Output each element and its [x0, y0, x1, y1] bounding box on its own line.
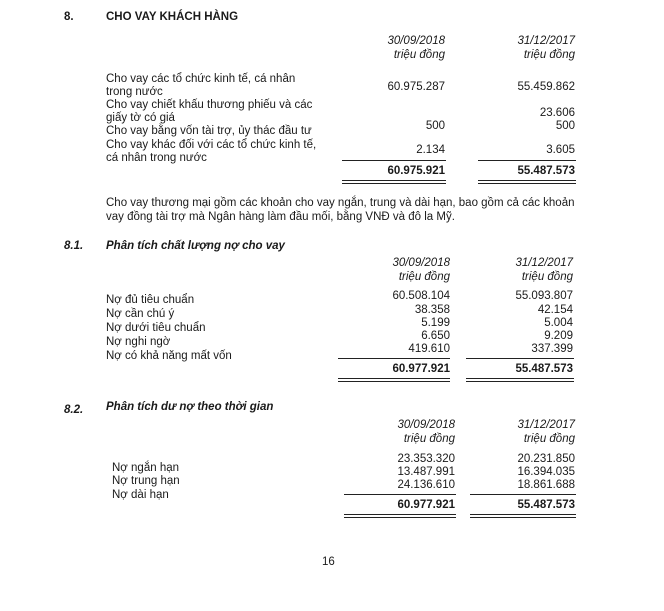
- page-number: 16: [322, 556, 335, 568]
- note-paragraph-cont: vay đồng tài trợ mà Ngân hàng làm đầu mối, bằng VNĐ và đô la Mỹ.: [106, 211, 455, 223]
- table-row-label: Cho vay chiết khấu thương phiếu và các: [106, 99, 313, 111]
- column-unit: triệu đồng: [523, 49, 575, 61]
- column-unit: triệu đồng: [403, 433, 455, 445]
- table-total: 60.977.921: [397, 499, 455, 511]
- subsection-title: Phân tích dư nợ theo thời gian: [106, 401, 274, 413]
- subsection-number: 8.1.: [64, 240, 84, 252]
- table-total: 55.487.573: [517, 499, 575, 511]
- table-cell: 55.093.807: [515, 290, 573, 302]
- subtotal-rule: [342, 160, 446, 161]
- table-cell: 500: [555, 120, 575, 132]
- table-row-label-cont: cá nhân trong nước: [106, 152, 207, 164]
- column-header-2017: [460, 34, 575, 62]
- table-row-label-cont: giấy tờ có giá: [106, 112, 175, 124]
- subtotal-rule: [338, 358, 450, 359]
- column-unit: triệu đồng: [393, 49, 445, 61]
- table-cell: 3.605: [546, 144, 575, 156]
- section-title: CHO VAY KHÁCH HÀNG: [106, 11, 239, 23]
- table-total: 55.487.573: [517, 165, 575, 177]
- table-cell: 2.134: [416, 144, 445, 156]
- column-date: 30/09/2018: [397, 419, 455, 431]
- total-double-rule: [344, 514, 456, 518]
- table-row-label: Nợ dài hạn: [112, 489, 169, 501]
- table-total: 60.975.921: [387, 165, 445, 177]
- column-header-2017: [460, 418, 575, 446]
- total-double-rule: [478, 180, 576, 184]
- table-cell: 500: [425, 120, 445, 132]
- subtotal-rule: [466, 358, 574, 359]
- table-cell: 419.610: [408, 343, 450, 355]
- table-row-label: Cho vay các tổ chức kinh tế, cá nhân: [106, 73, 296, 85]
- subtotal-rule: [478, 160, 576, 161]
- table-total: 55.487.573: [515, 363, 573, 375]
- column-header-2018: [330, 34, 445, 62]
- table-row-label-cont: trong nước: [106, 86, 163, 98]
- table-cell: 5.199: [421, 317, 450, 329]
- table-cell: 24.136.610: [397, 479, 455, 491]
- table-cell: 16.394.035: [517, 466, 575, 478]
- column-date: 31/12/2017: [515, 257, 573, 269]
- table-row-label: Nợ đủ tiêu chuẩn: [106, 294, 195, 306]
- total-double-rule: [342, 180, 446, 184]
- column-header-2018: [340, 418, 455, 446]
- column-date: 31/12/2017: [517, 35, 575, 47]
- table-cell: 5.004: [544, 317, 573, 329]
- total-double-rule: [470, 514, 576, 518]
- column-date: 30/09/2018: [392, 257, 450, 269]
- table-cell: 60.975.287: [387, 81, 445, 93]
- table-row-label: Nợ dưới tiêu chuẩn: [106, 322, 206, 334]
- table-row-label: Nợ nghi ngờ: [106, 336, 171, 348]
- table-cell: 20.231.850: [517, 453, 575, 465]
- table-cell: 6.650: [421, 330, 450, 342]
- table-row-label: Cho vay khác đối với các tổ chức kinh tế,: [106, 139, 317, 151]
- table-cell: 13.487.991: [397, 466, 455, 478]
- table-cell: 60.508.104: [392, 290, 450, 302]
- column-header-2017: [458, 256, 573, 284]
- table-row-label: Nợ trung hạn: [112, 475, 180, 487]
- section-number: 8.: [64, 11, 74, 23]
- table-row-label: Nợ ngắn hạn: [112, 462, 180, 474]
- column-unit: triệu đồng: [398, 271, 450, 283]
- table-cell: 337.399: [531, 343, 573, 355]
- column-header-2018: [335, 256, 450, 284]
- column-date: 31/12/2017: [517, 419, 575, 431]
- total-double-rule: [338, 378, 450, 382]
- column-unit: triệu đồng: [521, 271, 573, 283]
- table-row-label: Cho vay bằng vốn tài trợ, ủy thác đầu tư: [106, 125, 312, 137]
- table-cell: 38.358: [414, 304, 450, 316]
- table-cell: 9.209: [544, 330, 573, 342]
- note-paragraph: Cho vay thương mại gồm các khoản cho vay ngắn, trung và dài hạn, bao gồm cả các khoản: [106, 197, 575, 209]
- table-cell: 23.606: [539, 107, 575, 119]
- table-total: 60.977.921: [392, 363, 450, 375]
- table-row-label: Nợ cần chú ý: [106, 308, 175, 320]
- table-cell: 23.353.320: [397, 453, 455, 465]
- column-unit: triệu đồng: [523, 433, 575, 445]
- subtotal-rule: [470, 494, 576, 495]
- table-cell: 42.154: [537, 304, 573, 316]
- subsection-number: 8.2.: [64, 404, 84, 416]
- subtotal-rule: [344, 494, 456, 495]
- subsection-title: Phân tích chất lượng nợ cho vay: [106, 240, 285, 252]
- column-date: 30/09/2018: [387, 35, 445, 47]
- table-cell: 18.861.688: [517, 479, 575, 491]
- table-row-label: Nợ có khả năng mất vốn: [106, 350, 232, 362]
- total-double-rule: [466, 378, 574, 382]
- table-cell: 55.459.862: [517, 81, 575, 93]
